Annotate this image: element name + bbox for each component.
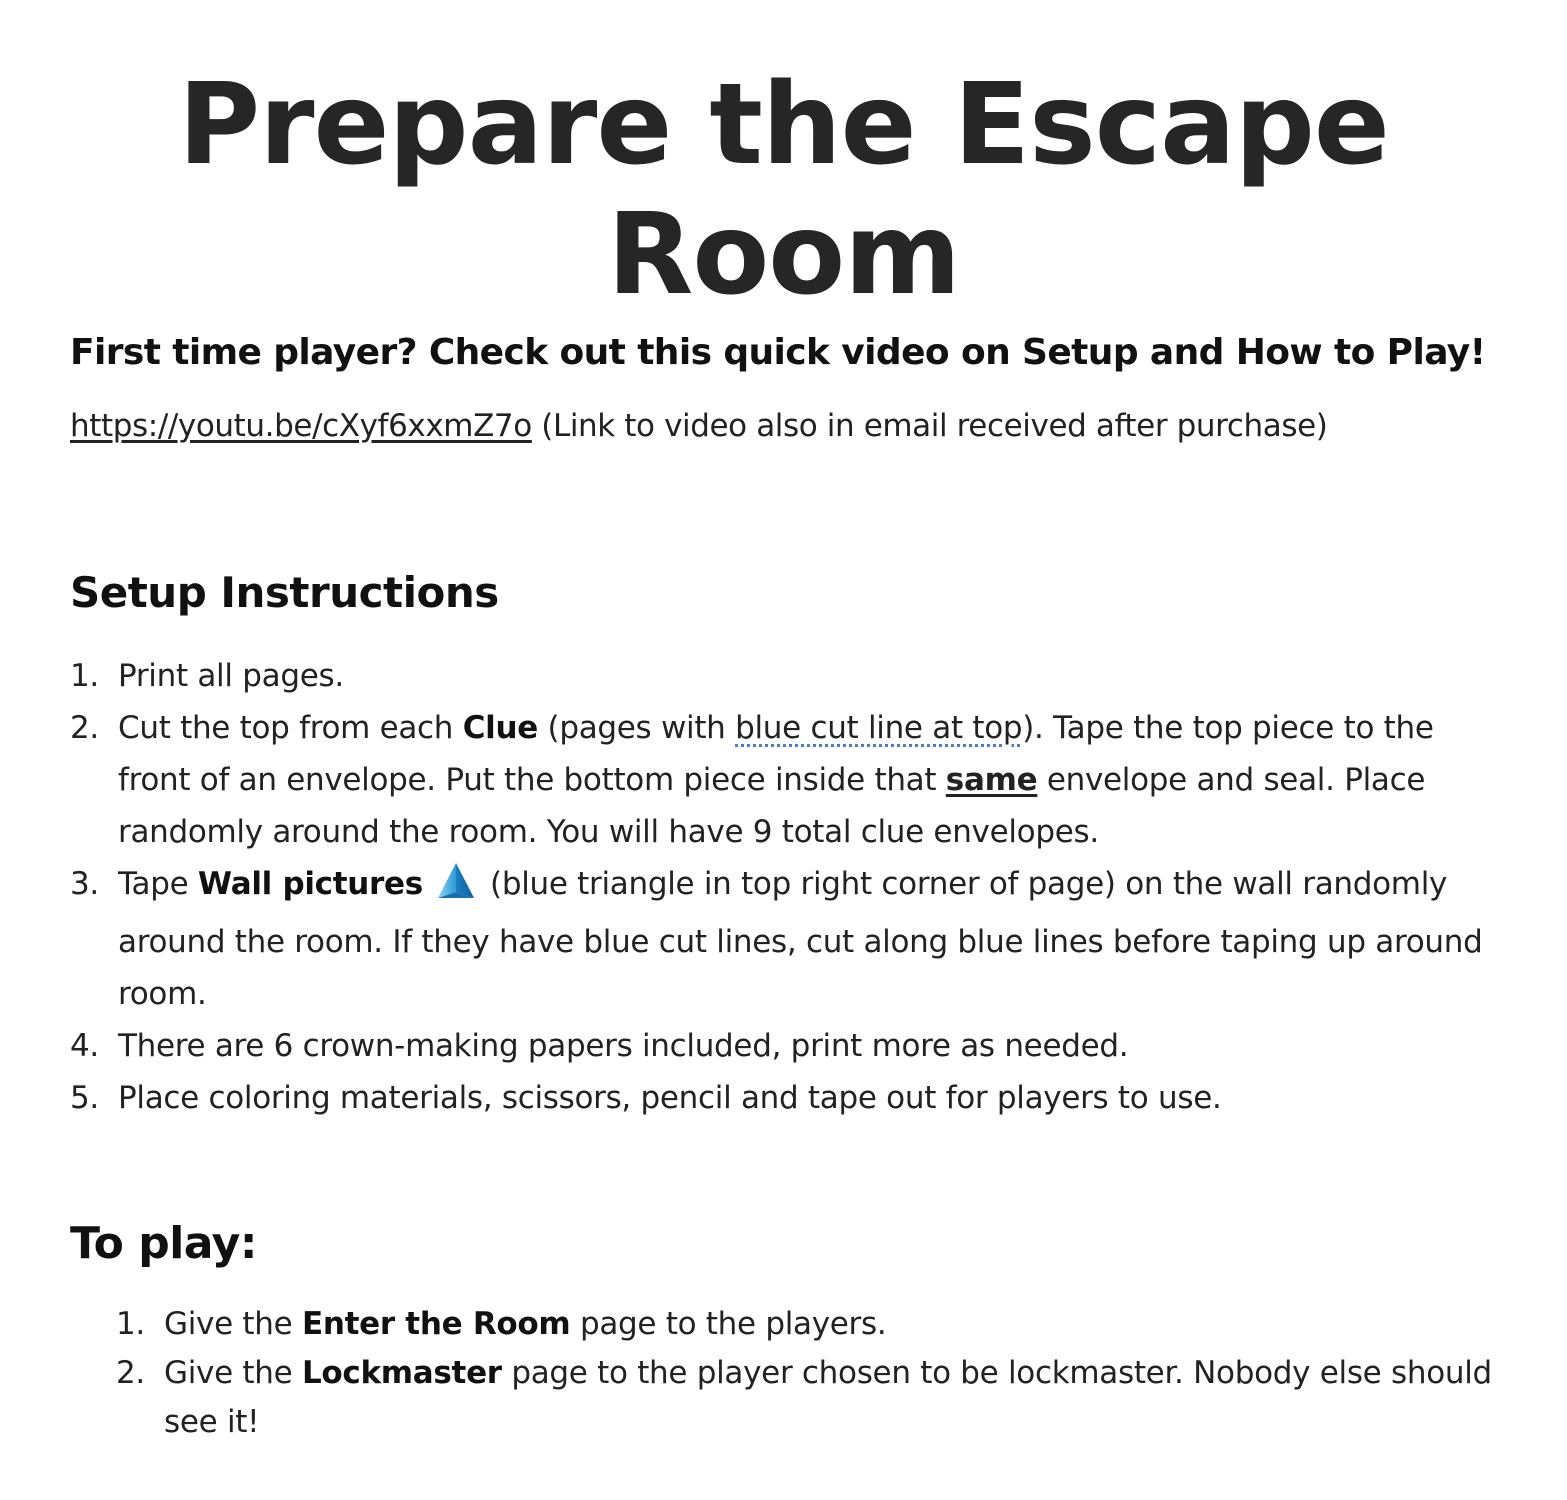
item-text: (pages with: [537, 710, 736, 746]
video-link-note: (Link to video also in email received after purchase): [531, 408, 1328, 444]
list-item: [70, 1072, 1500, 1124]
item-text: Give the: [164, 1306, 302, 1342]
clue-term: Clue: [462, 710, 538, 746]
item-text: Place coloring materials, scissors, pencil and tape out for players to use.: [118, 1080, 1222, 1116]
video-link-line: [70, 408, 1327, 444]
item-text: page to the players.: [570, 1306, 887, 1342]
wall-pictures-term: Wall pictures: [197, 866, 423, 902]
item-text: Give the: [164, 1355, 302, 1391]
to-play-heading: To play:: [70, 1218, 257, 1269]
list-item: [70, 1020, 1500, 1072]
item-number: 1.: [70, 658, 99, 694]
list-item: [70, 650, 1500, 702]
item-text: (blue triangle in top right corner of page) on the wall randomly around the room. If they have blue cut lines, cut along blue lines before taping up around room.: [118, 866, 1483, 1012]
intro-heading: First time player? Check out this quick video on Setup and How to Play!: [70, 332, 1486, 373]
item-number: 2.: [116, 1355, 145, 1391]
item-number: 2.: [70, 710, 99, 746]
item-text: Cut the top from each: [118, 710, 463, 746]
list-item: [116, 1300, 1496, 1349]
list-item: [116, 1349, 1496, 1447]
list-item: [70, 702, 1500, 858]
item-number: 3.: [70, 866, 99, 902]
blue-triangle-icon: [436, 862, 476, 916]
setup-heading: Setup Instructions: [70, 568, 499, 617]
item-text: Tape: [118, 866, 198, 902]
same-term: same: [945, 762, 1038, 798]
item-text: page to the player chosen to be lockmaster. Nobody else should see it!: [164, 1355, 1492, 1440]
item-text: envelope and seal. Place randomly around the room. You will have 9 total clue envelopes.: [118, 762, 1426, 850]
list-item: [70, 858, 1500, 1020]
item-number: 4.: [70, 1028, 99, 1064]
item-text: There are 6 crown-making papers included, print more as needed.: [118, 1028, 1129, 1064]
item-text: ). Tape the top piece to the front of an envelope. Put the bottom piece inside that: [118, 710, 1434, 798]
item-text: Print all pages.: [118, 658, 344, 694]
item-number: 1.: [116, 1306, 145, 1342]
enter-room-term: Enter the Room: [301, 1306, 571, 1342]
grammar-flagged-text: blue cut line at top: [735, 710, 1023, 746]
setup-list: [70, 650, 1500, 1124]
play-list: [116, 1300, 1496, 1447]
lockmaster-term: Lockmaster: [301, 1355, 502, 1391]
page-title: Prepare the Escape Room: [178, 60, 1389, 320]
item-number: 5.: [70, 1080, 99, 1116]
video-link[interactable]: https://youtu.be/cXyf6xxmZ7o: [70, 408, 532, 444]
